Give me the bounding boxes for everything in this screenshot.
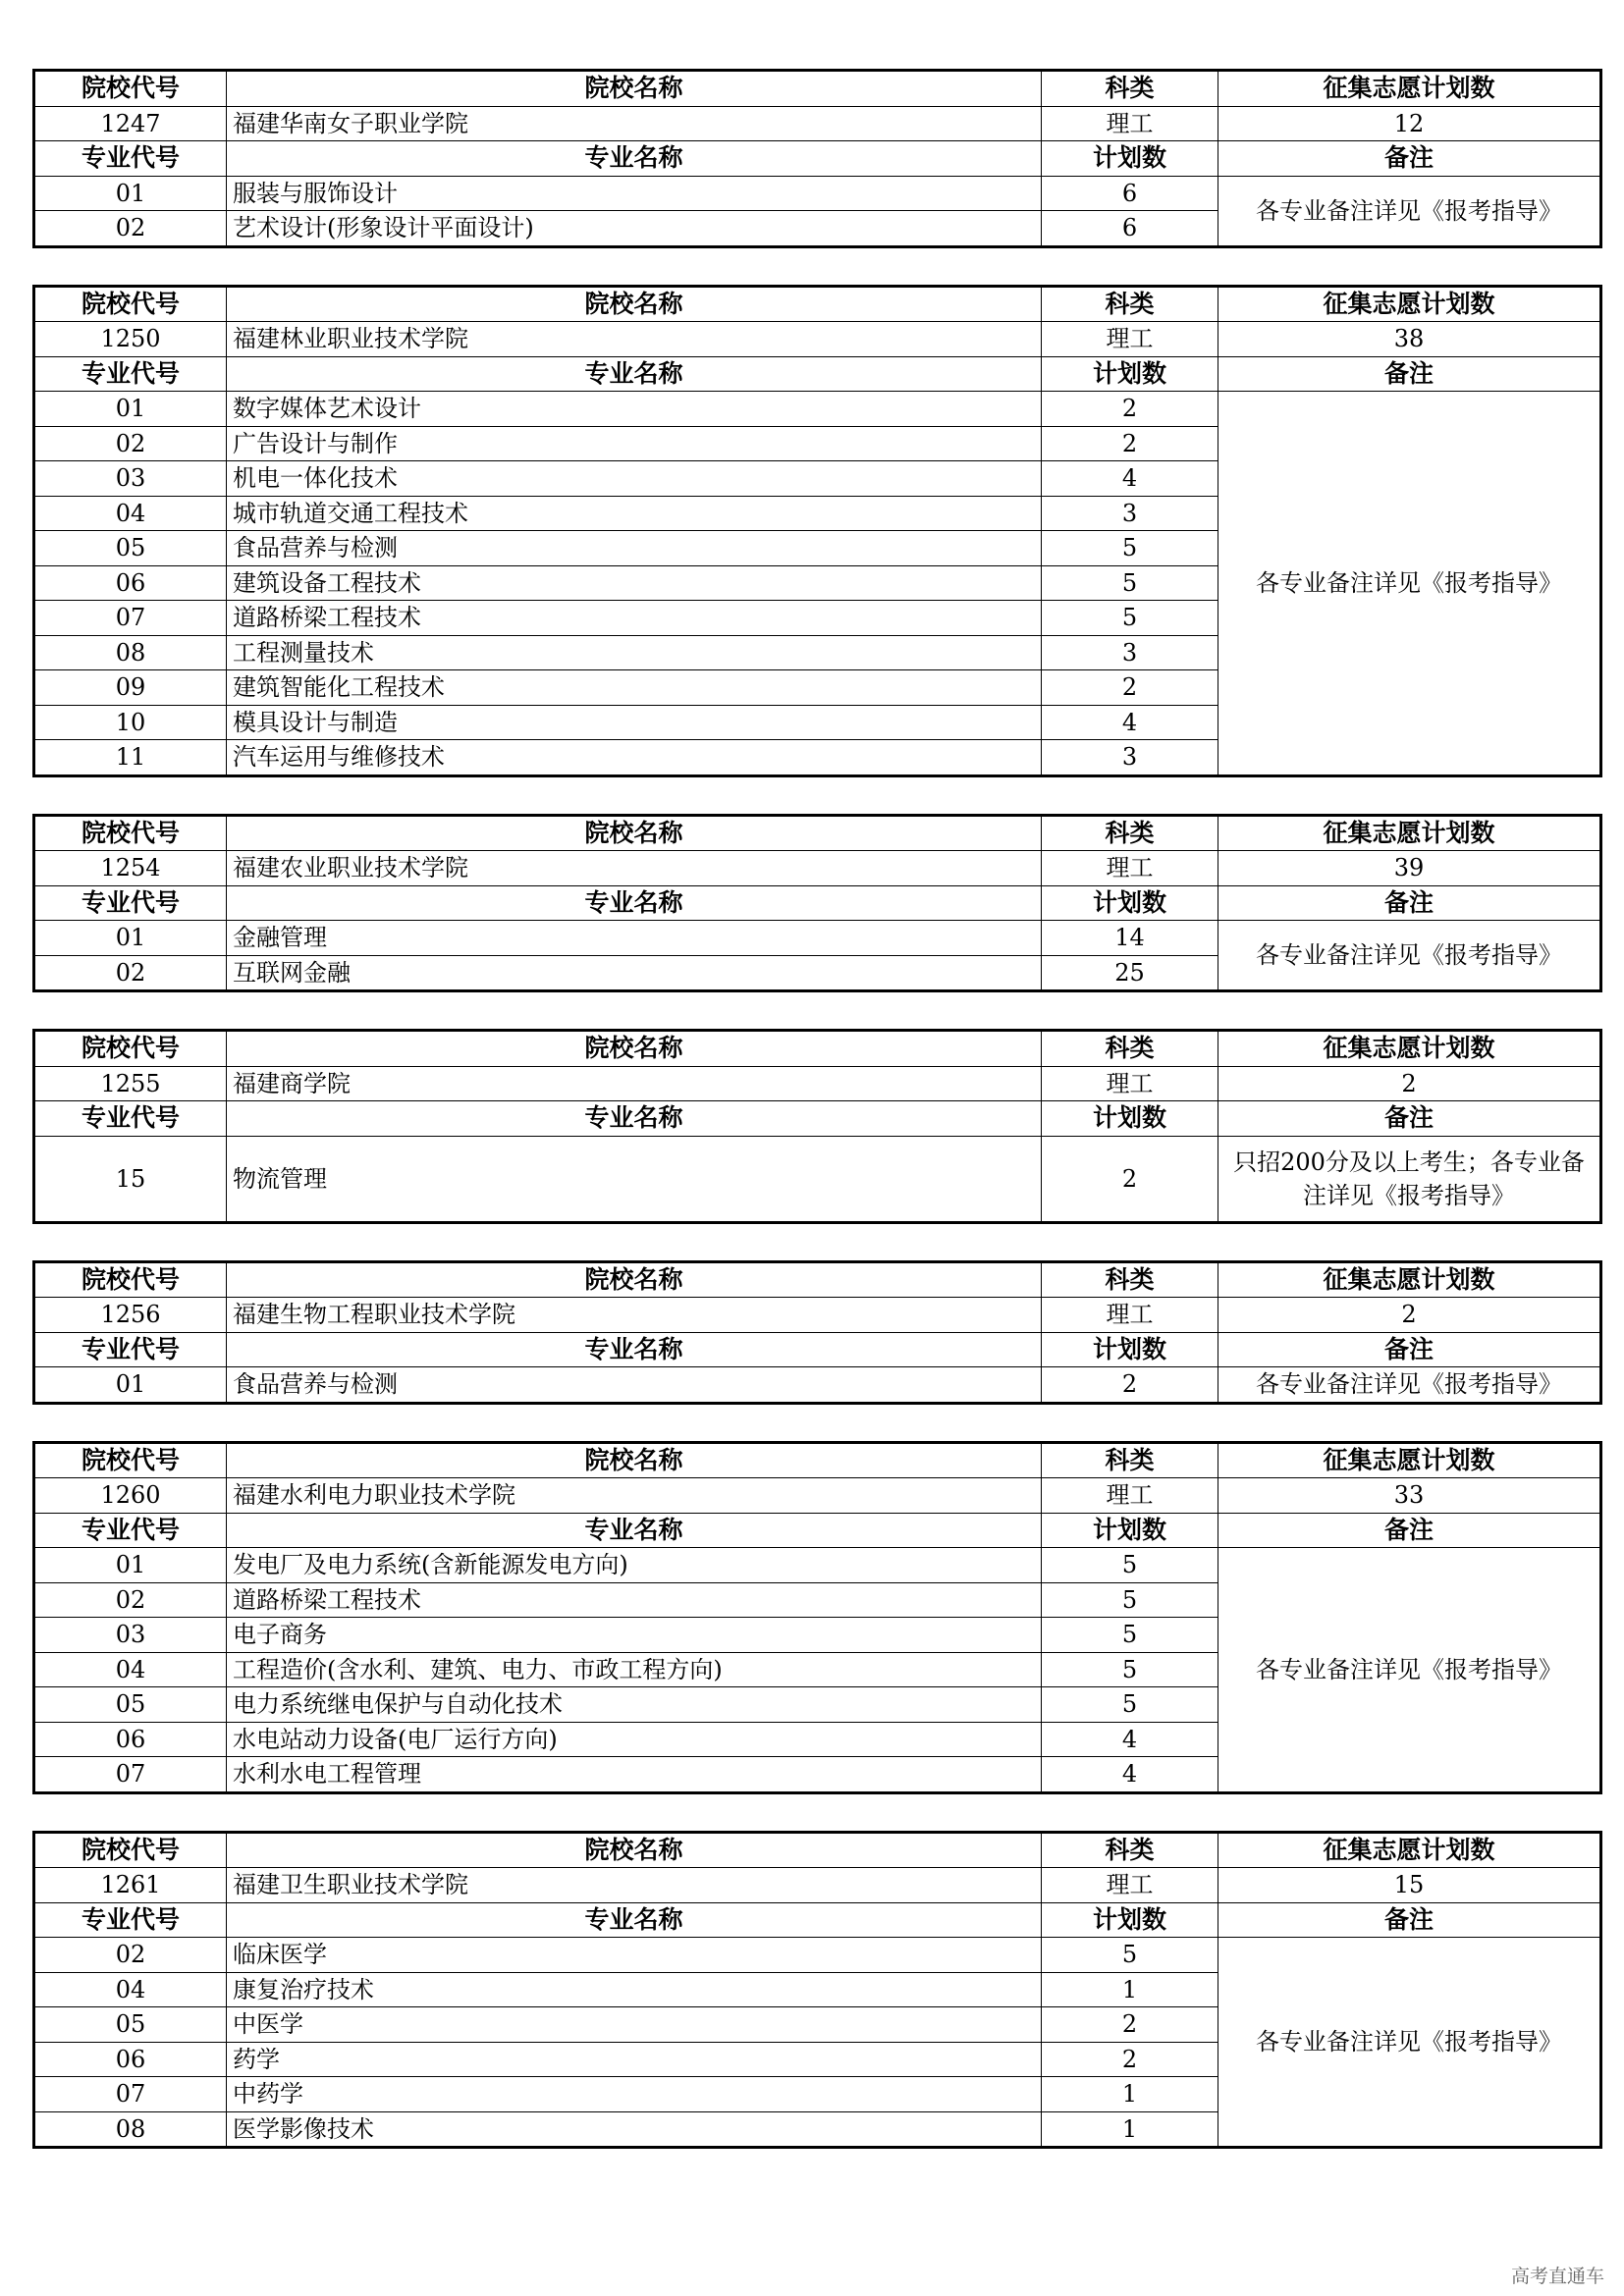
major-name: 康复治疗技术 bbox=[227, 1972, 1042, 2007]
school-category: 理工 bbox=[1042, 851, 1218, 886]
school-header-row bbox=[34, 815, 1601, 851]
header-plan-total: 征集志愿计划数 bbox=[1218, 1442, 1601, 1478]
school-category: 理工 bbox=[1042, 1298, 1218, 1333]
major-plan: 3 bbox=[1042, 740, 1218, 776]
school-plan-total: 33 bbox=[1218, 1478, 1601, 1514]
major-name: 工程造价(含水利、建筑、电力、市政工程方向) bbox=[227, 1652, 1042, 1687]
school-name: 福建华南女子职业学院 bbox=[227, 106, 1042, 141]
header-school-name: 院校名称 bbox=[227, 1442, 1042, 1478]
major-plan: 5 bbox=[1042, 1687, 1218, 1723]
major-header-row bbox=[34, 141, 1601, 177]
school-plan-total: 12 bbox=[1218, 106, 1601, 141]
school-plan-total: 15 bbox=[1218, 1868, 1601, 1903]
header-school-code: 院校代号 bbox=[34, 1832, 227, 1868]
school-table bbox=[32, 1441, 1602, 1794]
school-category: 理工 bbox=[1042, 1868, 1218, 1903]
major-name: 汽车运用与维修技术 bbox=[227, 740, 1042, 776]
major-code: 05 bbox=[34, 2007, 227, 2043]
header-major-name: 专业名称 bbox=[227, 1902, 1042, 1938]
header-major-code: 专业代号 bbox=[34, 885, 227, 921]
major-code: 02 bbox=[34, 1938, 227, 1973]
major-plan: 5 bbox=[1042, 1938, 1218, 1973]
school-code: 1260 bbox=[34, 1478, 227, 1514]
header-major-code: 专业代号 bbox=[34, 1902, 227, 1938]
header-plan-total: 征集志愿计划数 bbox=[1218, 1261, 1601, 1298]
major-name: 服装与服饰设计 bbox=[227, 176, 1042, 211]
school-header-row bbox=[34, 286, 1601, 322]
major-name: 建筑智能化工程技术 bbox=[227, 670, 1042, 706]
major-code: 09 bbox=[34, 670, 227, 706]
school-header-row bbox=[34, 1031, 1601, 1067]
major-code: 01 bbox=[34, 1548, 227, 1583]
header-plan: 计划数 bbox=[1042, 1902, 1218, 1938]
major-remark: 各专业备注详见《报考指导》 bbox=[1218, 1938, 1601, 2148]
school-name: 福建卫生职业技术学院 bbox=[227, 1868, 1042, 1903]
school-plan-total: 2 bbox=[1218, 1066, 1601, 1101]
major-name: 机电一体化技术 bbox=[227, 461, 1042, 497]
major-name: 城市轨道交通工程技术 bbox=[227, 496, 1042, 531]
major-name: 金融管理 bbox=[227, 921, 1042, 956]
header-school-name: 院校名称 bbox=[227, 71, 1042, 107]
header-plan-total: 征集志愿计划数 bbox=[1218, 286, 1601, 322]
school-table bbox=[32, 1260, 1602, 1405]
major-plan: 3 bbox=[1042, 496, 1218, 531]
major-name: 互联网金融 bbox=[227, 955, 1042, 991]
header-category: 科类 bbox=[1042, 1031, 1218, 1067]
major-code: 01 bbox=[34, 176, 227, 211]
school-name: 福建商学院 bbox=[227, 1066, 1042, 1101]
major-name: 数字媒体艺术设计 bbox=[227, 392, 1042, 427]
admission-tables bbox=[32, 69, 1599, 2185]
school-category: 理工 bbox=[1042, 106, 1218, 141]
header-category: 科类 bbox=[1042, 286, 1218, 322]
school-category: 理工 bbox=[1042, 322, 1218, 357]
major-code: 08 bbox=[34, 635, 227, 670]
header-remark: 备注 bbox=[1218, 141, 1601, 177]
major-code: 02 bbox=[34, 426, 227, 461]
header-plan: 计划数 bbox=[1042, 1513, 1218, 1548]
major-plan: 2 bbox=[1042, 2042, 1218, 2077]
major-remark: 各专业备注详见《报考指导》 bbox=[1218, 392, 1601, 776]
major-code: 07 bbox=[34, 2077, 227, 2112]
school-info-row bbox=[34, 851, 1601, 886]
major-code: 02 bbox=[34, 955, 227, 991]
major-plan: 2 bbox=[1042, 1367, 1218, 1404]
major-code: 02 bbox=[34, 1582, 227, 1618]
school-table bbox=[32, 814, 1602, 993]
major-name: 物流管理 bbox=[227, 1136, 1042, 1222]
major-plan: 1 bbox=[1042, 1972, 1218, 2007]
major-code: 06 bbox=[34, 1722, 227, 1757]
major-code: 01 bbox=[34, 1367, 227, 1404]
major-header-row bbox=[34, 1513, 1601, 1548]
major-code: 03 bbox=[34, 1618, 227, 1653]
school-info-row bbox=[34, 322, 1601, 357]
header-plan-total: 征集志愿计划数 bbox=[1218, 1031, 1601, 1067]
major-name: 工程测量技术 bbox=[227, 635, 1042, 670]
major-row bbox=[34, 392, 1601, 427]
major-plan: 4 bbox=[1042, 1757, 1218, 1793]
school-plan-total: 38 bbox=[1218, 322, 1601, 357]
major-plan: 2 bbox=[1042, 426, 1218, 461]
major-name: 食品营养与检测 bbox=[227, 531, 1042, 566]
header-remark: 备注 bbox=[1218, 1902, 1601, 1938]
major-code: 10 bbox=[34, 705, 227, 740]
major-code: 04 bbox=[34, 496, 227, 531]
major-plan: 2 bbox=[1042, 392, 1218, 427]
header-major-code: 专业代号 bbox=[34, 1101, 227, 1137]
major-code: 01 bbox=[34, 392, 227, 427]
major-plan: 5 bbox=[1042, 1652, 1218, 1687]
major-code: 01 bbox=[34, 921, 227, 956]
major-header-row bbox=[34, 1332, 1601, 1367]
major-plan: 25 bbox=[1042, 955, 1218, 991]
header-school-code: 院校代号 bbox=[34, 71, 227, 107]
major-row bbox=[34, 921, 1601, 956]
header-plan: 计划数 bbox=[1042, 1101, 1218, 1137]
major-name: 药学 bbox=[227, 2042, 1042, 2077]
header-major-code: 专业代号 bbox=[34, 141, 227, 177]
school-code: 1247 bbox=[34, 106, 227, 141]
major-remark: 各专业备注详见《报考指导》 bbox=[1218, 1367, 1601, 1404]
major-plan: 1 bbox=[1042, 2077, 1218, 2112]
major-name: 医学影像技术 bbox=[227, 2111, 1042, 2148]
major-plan: 5 bbox=[1042, 1618, 1218, 1653]
header-major-code: 专业代号 bbox=[34, 1513, 227, 1548]
major-row bbox=[34, 1938, 1601, 1973]
header-remark: 备注 bbox=[1218, 1513, 1601, 1548]
school-header-row bbox=[34, 1832, 1601, 1868]
header-plan: 计划数 bbox=[1042, 141, 1218, 177]
major-row bbox=[34, 1136, 1601, 1222]
major-code: 06 bbox=[34, 2042, 227, 2077]
header-school-code: 院校代号 bbox=[34, 286, 227, 322]
header-major-name: 专业名称 bbox=[227, 1513, 1042, 1548]
major-plan: 4 bbox=[1042, 705, 1218, 740]
header-remark: 备注 bbox=[1218, 1332, 1601, 1367]
major-remark: 各专业备注详见《报考指导》 bbox=[1218, 1548, 1601, 1793]
major-code: 04 bbox=[34, 1652, 227, 1687]
school-info-row bbox=[34, 1066, 1601, 1101]
school-name: 福建农业职业技术学院 bbox=[227, 851, 1042, 886]
school-code: 1250 bbox=[34, 322, 227, 357]
school-info-row bbox=[34, 1298, 1601, 1333]
major-code: 04 bbox=[34, 1972, 227, 2007]
header-major-name: 专业名称 bbox=[227, 141, 1042, 177]
major-row bbox=[34, 176, 1601, 211]
major-header-row bbox=[34, 885, 1601, 921]
school-header-row bbox=[34, 1261, 1601, 1298]
major-code: 15 bbox=[34, 1136, 227, 1222]
major-name: 模具设计与制造 bbox=[227, 705, 1042, 740]
major-name: 艺术设计(形象设计平面设计) bbox=[227, 211, 1042, 247]
header-plan: 计划数 bbox=[1042, 1332, 1218, 1367]
major-code: 06 bbox=[34, 565, 227, 601]
school-plan-total: 2 bbox=[1218, 1298, 1601, 1333]
major-name: 中药学 bbox=[227, 2077, 1042, 2112]
school-name: 福建生物工程职业技术学院 bbox=[227, 1298, 1042, 1333]
school-table bbox=[32, 1029, 1602, 1224]
major-header-row bbox=[34, 1902, 1601, 1938]
header-plan: 计划数 bbox=[1042, 356, 1218, 392]
header-remark: 备注 bbox=[1218, 356, 1601, 392]
major-plan: 5 bbox=[1042, 531, 1218, 566]
header-school-name: 院校名称 bbox=[227, 1261, 1042, 1298]
school-header-row bbox=[34, 71, 1601, 107]
major-name: 建筑设备工程技术 bbox=[227, 565, 1042, 601]
major-remark: 各专业备注详见《报考指导》 bbox=[1218, 176, 1601, 246]
header-category: 科类 bbox=[1042, 1832, 1218, 1868]
major-plan: 5 bbox=[1042, 565, 1218, 601]
major-name: 水利水电工程管理 bbox=[227, 1757, 1042, 1793]
major-plan: 5 bbox=[1042, 601, 1218, 636]
major-name: 中医学 bbox=[227, 2007, 1042, 2043]
major-plan: 4 bbox=[1042, 1722, 1218, 1757]
header-plan-total: 征集志愿计划数 bbox=[1218, 1832, 1601, 1868]
major-plan: 5 bbox=[1042, 1548, 1218, 1583]
major-name: 电子商务 bbox=[227, 1618, 1042, 1653]
major-code: 02 bbox=[34, 211, 227, 247]
school-code: 1256 bbox=[34, 1298, 227, 1333]
major-plan: 2 bbox=[1042, 1136, 1218, 1222]
major-name: 道路桥梁工程技术 bbox=[227, 601, 1042, 636]
major-code: 05 bbox=[34, 1687, 227, 1723]
school-code: 1254 bbox=[34, 851, 227, 886]
major-plan: 2 bbox=[1042, 670, 1218, 706]
header-major-name: 专业名称 bbox=[227, 885, 1042, 921]
major-plan: 6 bbox=[1042, 176, 1218, 211]
header-category: 科类 bbox=[1042, 815, 1218, 851]
header-school-code: 院校代号 bbox=[34, 1031, 227, 1067]
major-name: 食品营养与检测 bbox=[227, 1367, 1042, 1404]
header-major-code: 专业代号 bbox=[34, 1332, 227, 1367]
header-school-name: 院校名称 bbox=[227, 286, 1042, 322]
header-category: 科类 bbox=[1042, 1261, 1218, 1298]
school-code: 1255 bbox=[34, 1066, 227, 1101]
major-code: 05 bbox=[34, 531, 227, 566]
major-code: 07 bbox=[34, 601, 227, 636]
school-plan-total: 39 bbox=[1218, 851, 1601, 886]
header-school-code: 院校代号 bbox=[34, 815, 227, 851]
school-header-row bbox=[34, 1442, 1601, 1478]
header-major-name: 专业名称 bbox=[227, 1101, 1042, 1137]
header-major-code: 专业代号 bbox=[34, 356, 227, 392]
major-name: 水电站动力设备(电厂运行方向) bbox=[227, 1722, 1042, 1757]
major-row bbox=[34, 1548, 1601, 1583]
school-code: 1261 bbox=[34, 1868, 227, 1903]
header-school-code: 院校代号 bbox=[34, 1261, 227, 1298]
header-plan-total: 征集志愿计划数 bbox=[1218, 815, 1601, 851]
watermark-footer: 高考直通车 bbox=[1510, 2266, 1604, 2287]
school-table bbox=[32, 69, 1602, 248]
school-category: 理工 bbox=[1042, 1478, 1218, 1514]
major-name: 临床医学 bbox=[227, 1938, 1042, 1973]
header-remark: 备注 bbox=[1218, 1101, 1601, 1137]
header-school-name: 院校名称 bbox=[227, 815, 1042, 851]
header-school-name: 院校名称 bbox=[227, 1031, 1042, 1067]
major-code: 07 bbox=[34, 1757, 227, 1793]
major-plan: 2 bbox=[1042, 2007, 1218, 2043]
school-category: 理工 bbox=[1042, 1066, 1218, 1101]
school-info-row bbox=[34, 1868, 1601, 1903]
header-plan: 计划数 bbox=[1042, 885, 1218, 921]
header-plan-total: 征集志愿计划数 bbox=[1218, 71, 1601, 107]
major-remark: 只招200分及以上考生；各专业备注详见《报考指导》 bbox=[1218, 1136, 1601, 1222]
header-category: 科类 bbox=[1042, 71, 1218, 107]
school-name: 福建林业职业技术学院 bbox=[227, 322, 1042, 357]
major-name: 道路桥梁工程技术 bbox=[227, 1582, 1042, 1618]
major-remark: 各专业备注详见《报考指导》 bbox=[1218, 921, 1601, 991]
school-info-row bbox=[34, 1478, 1601, 1514]
header-school-name: 院校名称 bbox=[227, 1832, 1042, 1868]
major-code: 11 bbox=[34, 740, 227, 776]
school-info-row bbox=[34, 106, 1601, 141]
major-row bbox=[34, 1367, 1601, 1404]
major-plan: 14 bbox=[1042, 921, 1218, 956]
header-major-name: 专业名称 bbox=[227, 356, 1042, 392]
major-plan: 3 bbox=[1042, 635, 1218, 670]
major-plan: 6 bbox=[1042, 211, 1218, 247]
school-table bbox=[32, 1831, 1602, 2150]
school-name: 福建水利电力职业技术学院 bbox=[227, 1478, 1042, 1514]
header-remark: 备注 bbox=[1218, 885, 1601, 921]
major-plan: 5 bbox=[1042, 1582, 1218, 1618]
major-plan: 1 bbox=[1042, 2111, 1218, 2148]
major-plan: 4 bbox=[1042, 461, 1218, 497]
major-header-row bbox=[34, 1101, 1601, 1137]
major-name: 广告设计与制作 bbox=[227, 426, 1042, 461]
school-table bbox=[32, 285, 1602, 777]
header-category: 科类 bbox=[1042, 1442, 1218, 1478]
major-code: 08 bbox=[34, 2111, 227, 2148]
major-code: 03 bbox=[34, 461, 227, 497]
header-school-code: 院校代号 bbox=[34, 1442, 227, 1478]
major-header-row bbox=[34, 356, 1601, 392]
header-major-name: 专业名称 bbox=[227, 1332, 1042, 1367]
major-name: 发电厂及电力系统(含新能源发电方向) bbox=[227, 1548, 1042, 1583]
major-name: 电力系统继电保护与自动化技术 bbox=[227, 1687, 1042, 1723]
